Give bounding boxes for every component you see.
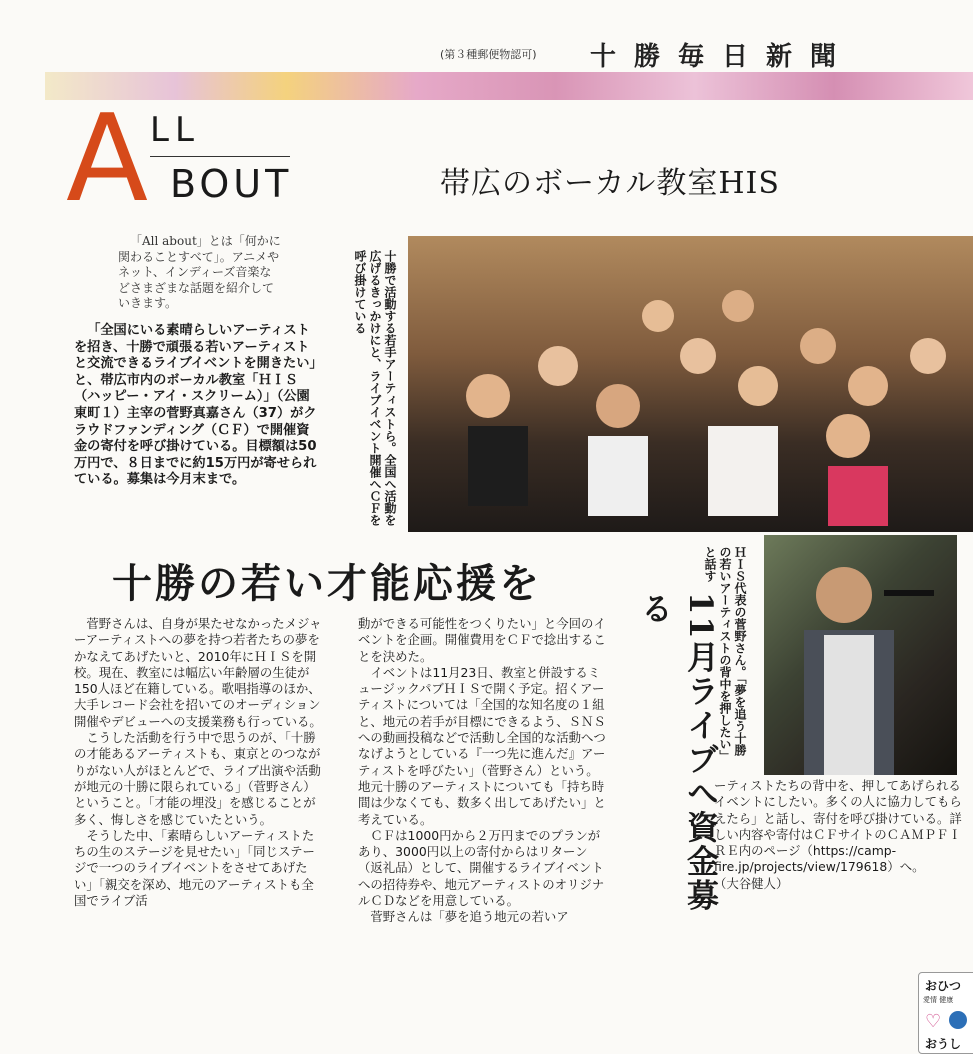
intro-text: 「All about」とは「何かに関わることすべて」。アニメやネット、インディーズ音楽などさまざまな話題を紹介していきます。	[118, 234, 281, 310]
singer-photo	[764, 535, 957, 775]
group-photo	[408, 236, 973, 532]
photo2-caption: ＨＩＳ代表の菅野さん。「夢を追う十勝の若いアーティストの背中を押したい」と話す	[703, 546, 747, 762]
subheadline: 11月ライブへ資金募る	[636, 592, 720, 913]
col1-para: こうした活動を行う中で思うのが、「十勝の才能あるアーティストも、東京とのつながりがない人がほとんどで、ライブ出演や活動が地元の十勝に限られている」（菅野さん）ということ。「才能の埋没」を感じることが多く、悔しさを感じていたという。	[74, 730, 321, 827]
heart-icon: ♡	[925, 1011, 942, 1032]
logo-ll: LL	[150, 110, 200, 150]
horoscope-sub: 愛情 健康	[923, 996, 954, 1004]
decorative-banner	[45, 72, 973, 100]
masthead: 十勝毎日新聞	[590, 42, 855, 72]
logo-divider	[150, 156, 290, 157]
col1-para: そうした中、「素晴らしいアーティストたちの生のステージを見せたい」「同じステージで一つのライブイベントをさせてあげたい」「親交を深め、地元のアーティストも全国でライブ活	[74, 827, 315, 909]
logo-big-letter: A	[66, 100, 149, 210]
article-column-1	[74, 616, 322, 909]
photo1-caption: 十勝で活動する若手アーティストら。全国へ活動を広げるきっかけにと、ライブイベント開催へＣＦを呼び掛けている	[353, 250, 397, 526]
col2-para: ＣＦは1000円から２万円までのプランがあり、3000円以上の寄付からはリターン（返礼品）として、開催するライブイベントへの招待券や、地元アーティストのオリジナルＣＤなどを用意している。	[358, 827, 605, 909]
all-about-logo-a	[66, 100, 156, 210]
col2-para: 動ができる可能性をつくりたい」と今回のイベントを企画。開催費用をＣＦで捻出することを決めた。	[358, 616, 606, 664]
article-column-2	[358, 616, 606, 926]
smile-icon	[949, 1011, 967, 1029]
horoscope-corner	[918, 972, 973, 1054]
singer-photo-illustration	[764, 535, 957, 775]
lead-text: 「全国にいる素晴らしいアーティストを招き、十勝で頑張る若いアーティストと交流できるライブイベントを開きたい」と、帯広市内のボーカル教室「ＨＩＳ（ハッピー・アイ・スクリーム）」（公園東町１）主宰の菅野真嘉さん（37）がクラウドファンディング（ＣＦ）で開催資金の寄付を呼び掛けている。目標額は50万円で、８日までに約15万円が寄せられている。募集は今月末まで。	[74, 323, 317, 488]
col2-para: イベントは11月23日、教室と併設するミュージックパブＨＩＳで開く予定。招くアーティストについては「全国的な知名度の１組と、地元の若手が目標にできるよう、ＳＮＳへの動画投稿などで活動し全国的な活動へつなげようとしている『一つ先に進んだ』アーティストを呼びたい」（菅野さん）という。地元十勝のアーティストについても「持ち時間は少なくても、数多く出してあげたい」と考えている。	[358, 664, 606, 827]
col3-para: ーティストたちの背中を、押してあげられるイベントにしたい。多くの人に協力してもらえたら」と話し、寄付を呼び掛けている。詳しい内容や寄付はＣＦサイトのＣＡＭＰＦＩＲＥ内のページ（https://camp-fire.jp/projects/view/179618）へ。 （大谷健人）	[714, 778, 962, 891]
horoscope-title: おひつ	[925, 979, 962, 993]
article-column-3	[714, 778, 962, 892]
group-photo-illustration	[408, 236, 973, 532]
col1-para: 菅野さんは、自身が果たせなかったメジャーアーティストへの夢を持つ若者たちの夢をかなえてあげたいと、2010年にＨＩＳを開校。現在、教室には幅広い年齢層の生徒が150人ほど在籍している。歌唱指導のほか、大手レコード会社を招いてのオーディション開催やデビューへの支援業務も行っている。	[74, 616, 322, 729]
postal-note: (第３種郵便物認可)	[440, 48, 537, 61]
logo-bout: BOUT	[170, 162, 293, 206]
lead-paragraph	[74, 323, 320, 489]
col2-para: 菅野さんは「夢を追う地元の若いア	[370, 909, 569, 925]
horoscope-bottom: おうし	[925, 1037, 962, 1051]
section-title: 帯広のボーカル教室HIS	[440, 166, 780, 201]
headline: 十勝の若い才能応援を	[112, 560, 542, 607]
